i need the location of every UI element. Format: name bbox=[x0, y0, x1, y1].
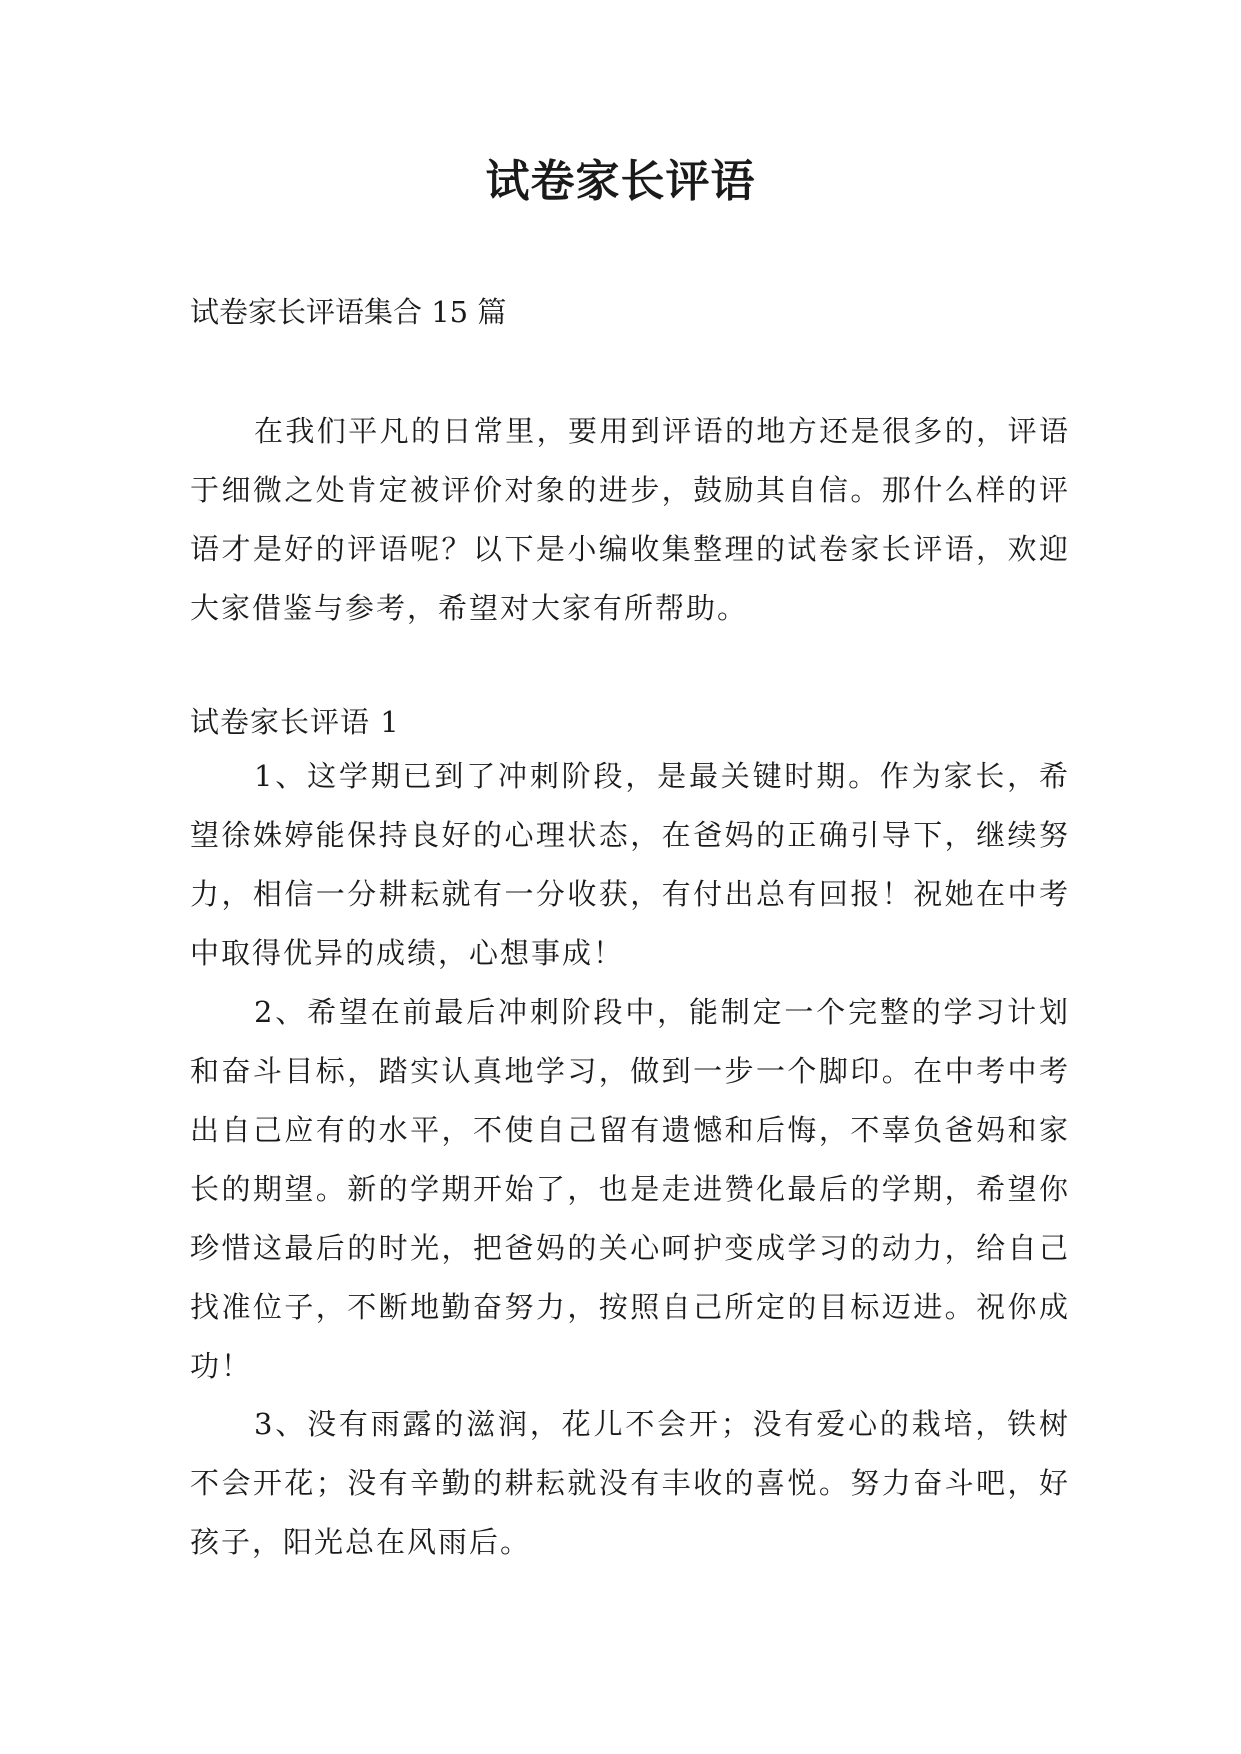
comment-item-1: 1、这学期已到了冲刺阶段，是最关键时期。作为家长，希望徐姝婷能保持良好的心理状态，在爸妈的正确引导下，继续努力，相信一分耕耘就有一分收获，有付出总有回报！祝她在中考中取得优异的成绩，心想事成！ bbox=[190, 759, 1070, 970]
document-title: 试卷家长评语 bbox=[485, 156, 756, 207]
document-subtitle: 试卷家长评语集合 15 篇 bbox=[190, 295, 507, 329]
section-heading: 试卷家长评语 1 bbox=[190, 705, 400, 739]
comment-item-2: 2、希望在前最后冲刺阶段中，能制定一个完整的学习计划和奋斗目标，踏实认真地学习，做到一步一个脚印。在中考中考出自己应有的水平，不使自己留有遗憾和后悔，不辜负爸妈和家长的期望。新的学期开始了，也是走进赞化最后的学期，希望你珍惜这最后的时光，把爸妈的关心呵护变成学习的动力，给自己找准位子，不断地勤奋努力，按照自己所定的目标迈进。祝你成功！ bbox=[190, 995, 1070, 1383]
intro-paragraph: 在我们平凡的日常里，要用到评语的地方还是很多的，评语于细微之处肯定被评价对象的进步，鼓励其自信。那什么样的评语才是好的评语呢？以下是小编收集整理的试卷家长评语，欢迎大家借鉴与参考，希望对大家有所帮助。 bbox=[190, 414, 1070, 625]
comment-item-3: 3、没有雨露的滋润，花儿不会开；没有爱心的栽培，铁树不会开花；没有辛勤的耕耘就没有丰收的喜悦。努力奋斗吧，好孩子，阳光总在风雨后。 bbox=[190, 1407, 1070, 1559]
